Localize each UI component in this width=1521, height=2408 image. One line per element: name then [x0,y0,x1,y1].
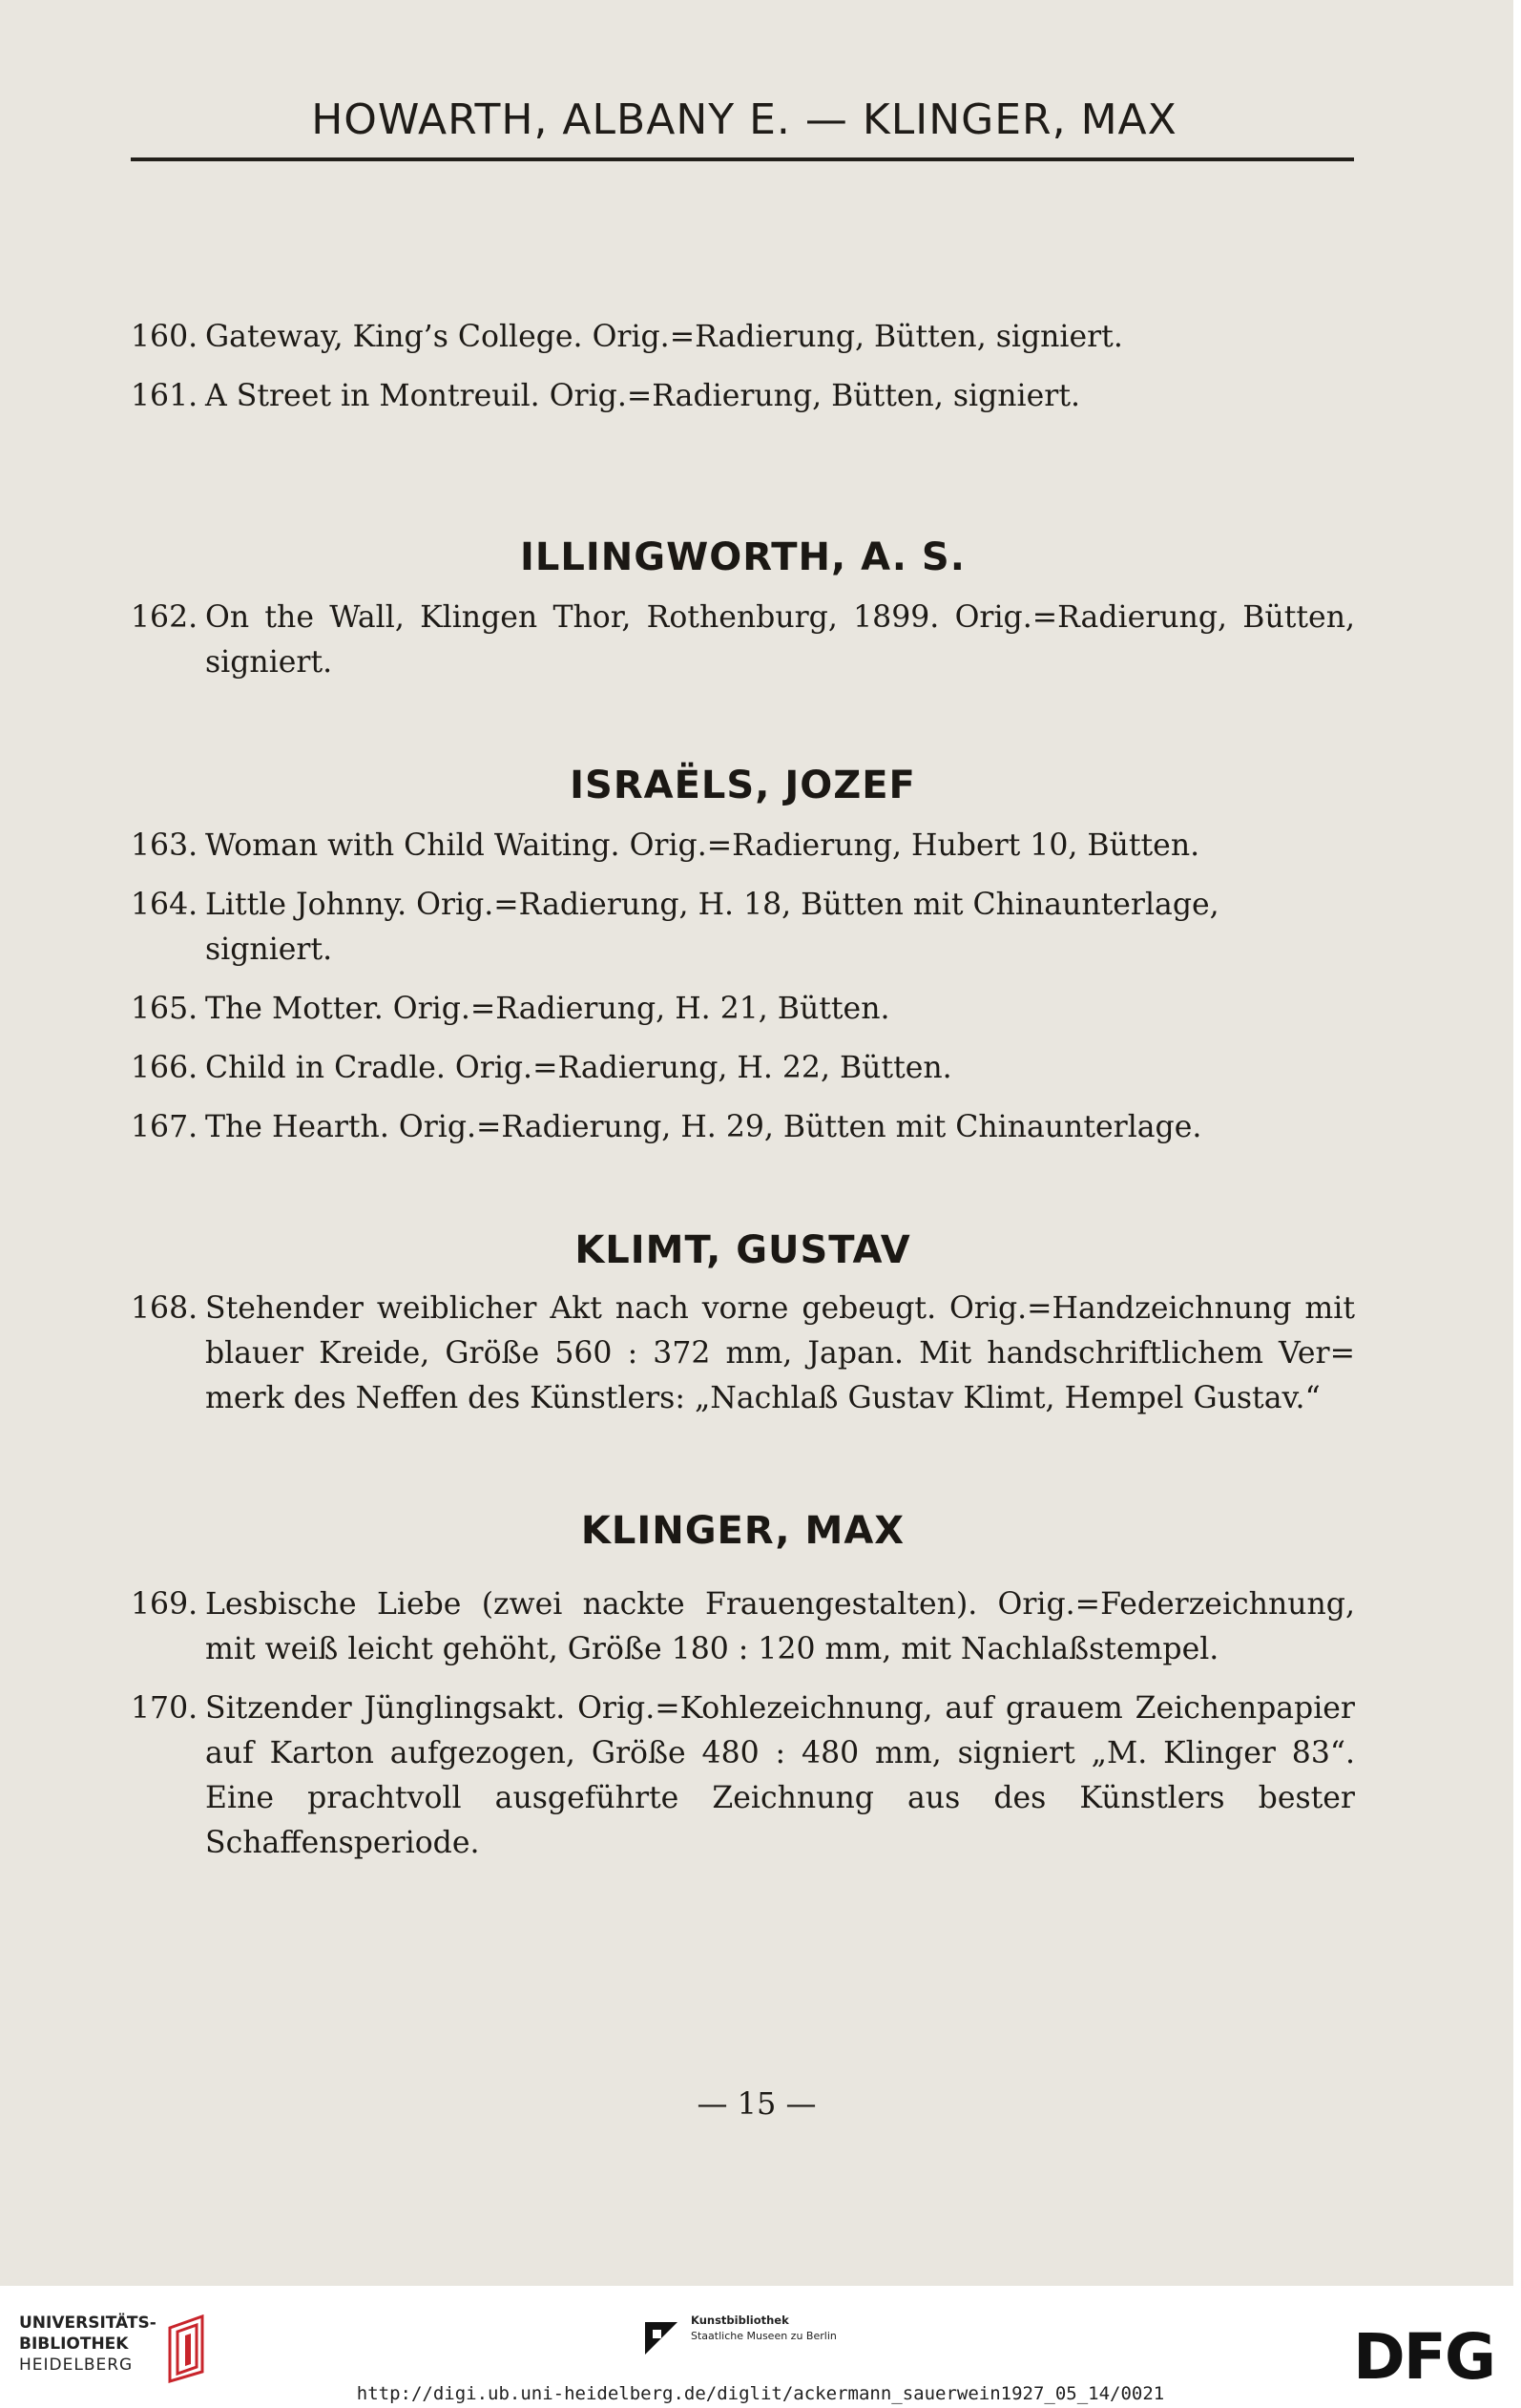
library-emblem-icon [160,2314,218,2383]
entry-number: 170. [131,1691,198,1726]
entry-number: 162. [131,600,198,635]
catalog-entry [131,1582,1355,1672]
section-klimt [131,1228,1355,1421]
catalog-entry [131,374,1355,419]
entry-text: Lesbische Liebe (zwei nackte Frauengestalten). Orig.=Federzeichnung, mit weiß leicht gehöht, Größe 180 : 120 mm, mit Nachlaßstempel. [205,1587,1355,1666]
entry-number: 163. [131,828,198,863]
catalog-entry [131,1105,1355,1150]
catalog-entry [131,883,1355,973]
entry-number: 165. [131,992,198,1026]
catalog-entry [131,1686,1355,1866]
catalog-entry [131,1046,1355,1091]
section-israels [131,764,1355,1150]
entry-text: The Hearth. Orig.=Radierung, H. 29, Bütten mit Chinaunterlage. [205,1110,1202,1144]
entry-number: 164. [131,888,198,922]
entry-text: Child in Cradle. Orig.=Radierung, H. 22, Bütten. [205,1051,952,1085]
catalog-entry [131,824,1355,869]
kunstbibliothek-emblem-icon [645,2322,677,2355]
entry-text: A Street in Montreuil. Orig.=Radierung, Bütten, signiert. [205,379,1081,413]
entry-number: 167. [131,1110,198,1144]
university-library-wordmark: UNIVERSITÄTS- BIBLIOTHEK HEIDELBERG [19,2314,156,2375]
artist-heading: KLINGER, MAX [580,1509,906,1553]
artist-heading: ILLINGWORTH, A. S. [520,535,966,579]
section-klinger [131,1509,1355,1866]
dfg-logo[interactable]: DFG [1353,2320,1495,2394]
artist-heading: ISRAËLS, JOZEF [570,764,916,807]
page-number: — 15 — [697,2085,817,2122]
entry-text: Woman with Child Waiting. Orig.=Radierung, Hubert 10, Bütten. [205,828,1200,863]
running-head: HOWARTH, ALBANY E. — KLINGER, MAX [311,95,1177,144]
university-library-logo[interactable] [19,2313,229,2389]
entry-text: Stehender weiblicher Akt nach vorne gebeugt. Orig.=Handzeichnung mit blauer Kreide, Größe 560 : 372 mm, Japan. Mit handschriftlichem Ver= merk des Neffen des Künstlers: „Nachlaß Gustav Klimt, Hempel Gustav.“ [205,1291,1355,1415]
catalog-entry [131,315,1355,360]
catalog-entry [131,596,1355,685]
catalog-entry [131,987,1355,1032]
kunstbibliothek-logo[interactable] [645,2305,912,2362]
section-howarth [131,315,1355,419]
entry-text: Gateway, King’s College. Orig.=Radierung, Bütten, signiert. [205,320,1123,354]
entry-number: 169. [131,1587,198,1622]
entry-number: 160. [131,320,198,354]
permalink-url[interactable]: http://digi.ub.uni-heidelberg.de/diglit/ackermann_sauerwein1927_05_14/0021 [356,2383,1165,2404]
catalog-content [131,315,1355,1866]
entry-number: 166. [131,1051,198,1085]
artist-heading: KLIMT, GUSTAV [574,1228,911,1272]
entry-number: 161. [131,379,198,413]
entry-text: The Motter. Orig.=Radierung, H. 21, Bütten. [205,992,890,1026]
entry-number: 168. [131,1291,198,1326]
entry-text: Sitzender Jünglingsakt. Orig.=Kohlezeichnung, auf grauem Zeichenpapier auf Karton aufgezogen, Größe 480 : 480 mm, signiert „M. Klinger 83“. Eine prachtvoll ausgeführte Zeichnung aus des Künstlers bester Schaffensperiode. [205,1691,1355,1860]
header-rule [131,157,1354,161]
catalog-entry [131,1287,1355,1421]
digitization-footer [0,2286,1521,2408]
entry-text: On the Wall, Klingen Thor, Rothenburg, 1899. Orig.=Radierung, Bütten, signiert. [205,600,1355,680]
section-illingworth [131,535,1355,685]
entry-text: Little Johnny. Orig.=Radierung, H. 18, Bütten mit Chinaunterlage, signiert. [205,888,1219,967]
kunstbibliothek-wordmark: Kunstbibliothek Staatliche Museen zu Berlin [691,2314,837,2342]
